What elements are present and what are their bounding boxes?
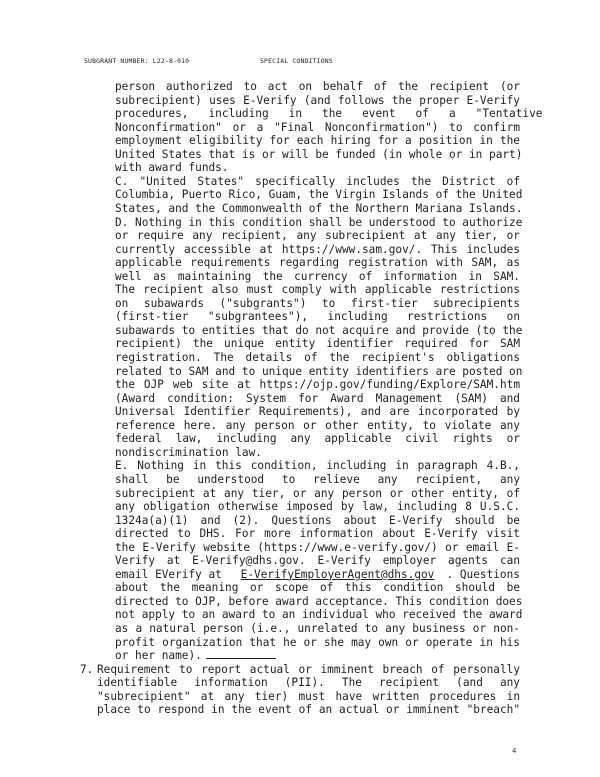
text-line: well as maintaining the currency of information in SAM.	[115, 269, 520, 283]
text-line: subawards to entities that do not acquire and provide (to the	[115, 323, 523, 337]
text-line: 1324a(a)(1) and (2). Questions about E-Verify should be	[115, 513, 520, 527]
text-line: recipient) the unique entity identifier required for SAM	[115, 337, 520, 351]
text-line: not apply to an award to an individual who received the award	[115, 608, 523, 622]
text-line: E. Nothing in this condition, including in paragraph 4.B.,	[115, 459, 520, 473]
text-line: applicable requirements regarding registration with SAM, as	[115, 256, 520, 270]
text-line: the OJP web site at https://ojp.gov/funding/Explore/SAM.htm	[115, 378, 520, 392]
text-line: (Award condition: System for Award Management (SAM) and	[115, 391, 520, 405]
subgrant-number: SUBGRANT NUMBER: L22-8-010	[84, 57, 190, 65]
text-line: "subrecipient" at any tier) must have written procedures in	[97, 689, 520, 703]
text-line: or require any recipient, any subrecipient at any tier, or	[115, 229, 520, 243]
text-line: directed to DHS. For more information about E-Verify visit	[115, 527, 520, 541]
text-line: federal law, including any applicable civil rights or	[115, 432, 520, 446]
text-line: Nonconfirmation" or a "Final Nonconfirmation") to confirm	[115, 120, 520, 134]
text-line	[115, 568, 520, 582]
text-line: procedures, including in the event of a "Tentative	[115, 107, 543, 121]
text-line: about the meaning or scope of this condition should be	[115, 581, 520, 595]
text-line: States, and the Commonwealth of the Northern Mariana Islands.	[115, 201, 523, 215]
text-line: any obligation otherwise imposed by law, including 8 U.S.C.	[115, 500, 520, 514]
text-line: with award funds.	[115, 161, 229, 175]
text-line: The recipient also must comply with applicable restrictions	[115, 283, 520, 297]
text-line: shall be understood to relieve any recipient, any	[115, 472, 520, 486]
text-line	[115, 649, 520, 663]
text-line: profit organization that he or she may own or operate in his	[115, 635, 520, 649]
text-line: as a natural person (i.e., unrelated to any business or non-	[115, 622, 520, 635]
page-number: 4	[512, 747, 517, 755]
item-number: 7.	[80, 662, 94, 676]
signature-blank	[206, 649, 276, 659]
email-prefix: email EVerify at	[115, 567, 229, 581]
text-line: reference here. any person or other entity, to violate any	[115, 418, 520, 432]
text-line: on subawards ("subgrants") to first-tier subrecipients	[115, 296, 520, 310]
email-link[interactable]: E-VerifyEmployerAgent@dhs.gov	[240, 567, 435, 581]
text-line: person authorized to act on behalf of the recipient (or	[115, 80, 520, 93]
text-line: D. Nothing in this condition shall be understood to authorize	[115, 215, 523, 229]
text-line: Universal Identifier Requirements), and are incorporated by	[115, 405, 520, 419]
text-line: United States that is or will be funded (in whole or in part)	[115, 147, 523, 161]
text-line: Requirement to report actual or imminent breach of personally	[97, 662, 520, 676]
text-line: related to SAM and to unique entity identifiers are posted on	[115, 364, 523, 378]
text-line: registration. The details of the recipient's obligations	[115, 351, 520, 364]
text-line: (first-tier "subgrantees"), including restrictions on	[115, 310, 520, 324]
text-line: Columbia, Puerto Rico, Guam, the Virgin Islands of the United	[115, 188, 523, 202]
text-line: C. "United States" specifically includes the District of	[115, 174, 520, 188]
section-title: SPECIAL CONDITIONS	[260, 57, 333, 65]
text-line: nondiscrimination law.	[115, 445, 262, 459]
closing-text: or her name).	[115, 649, 202, 663]
text-line: the E-Verify website (https://www.e-verify.gov/) or email E-	[115, 540, 520, 554]
text-line: directed to OJP, before award acceptance. This condition does	[115, 594, 523, 608]
text-line: identifiable information (PII). The recipient (and any	[97, 676, 520, 690]
text-line: subrecipient) uses E-Verify (and follows the proper E-Verify	[115, 93, 520, 107]
text-line: subrecipient at any tier, or any person or other entity, of	[115, 486, 520, 500]
text-line: Verify at E-Verify@dhs.gov. E-Verify employer agents can	[115, 554, 520, 568]
text-line: employment eligibility for each hiring for a position in the	[115, 134, 520, 148]
page-header	[84, 57, 333, 65]
text-line: place to respond in the event of an actual or imminent "breach"	[97, 703, 520, 717]
email-suffix: . Questions	[446, 567, 520, 581]
text-line: currently accessible at https://www.sam.gov/. This includes	[115, 242, 520, 256]
